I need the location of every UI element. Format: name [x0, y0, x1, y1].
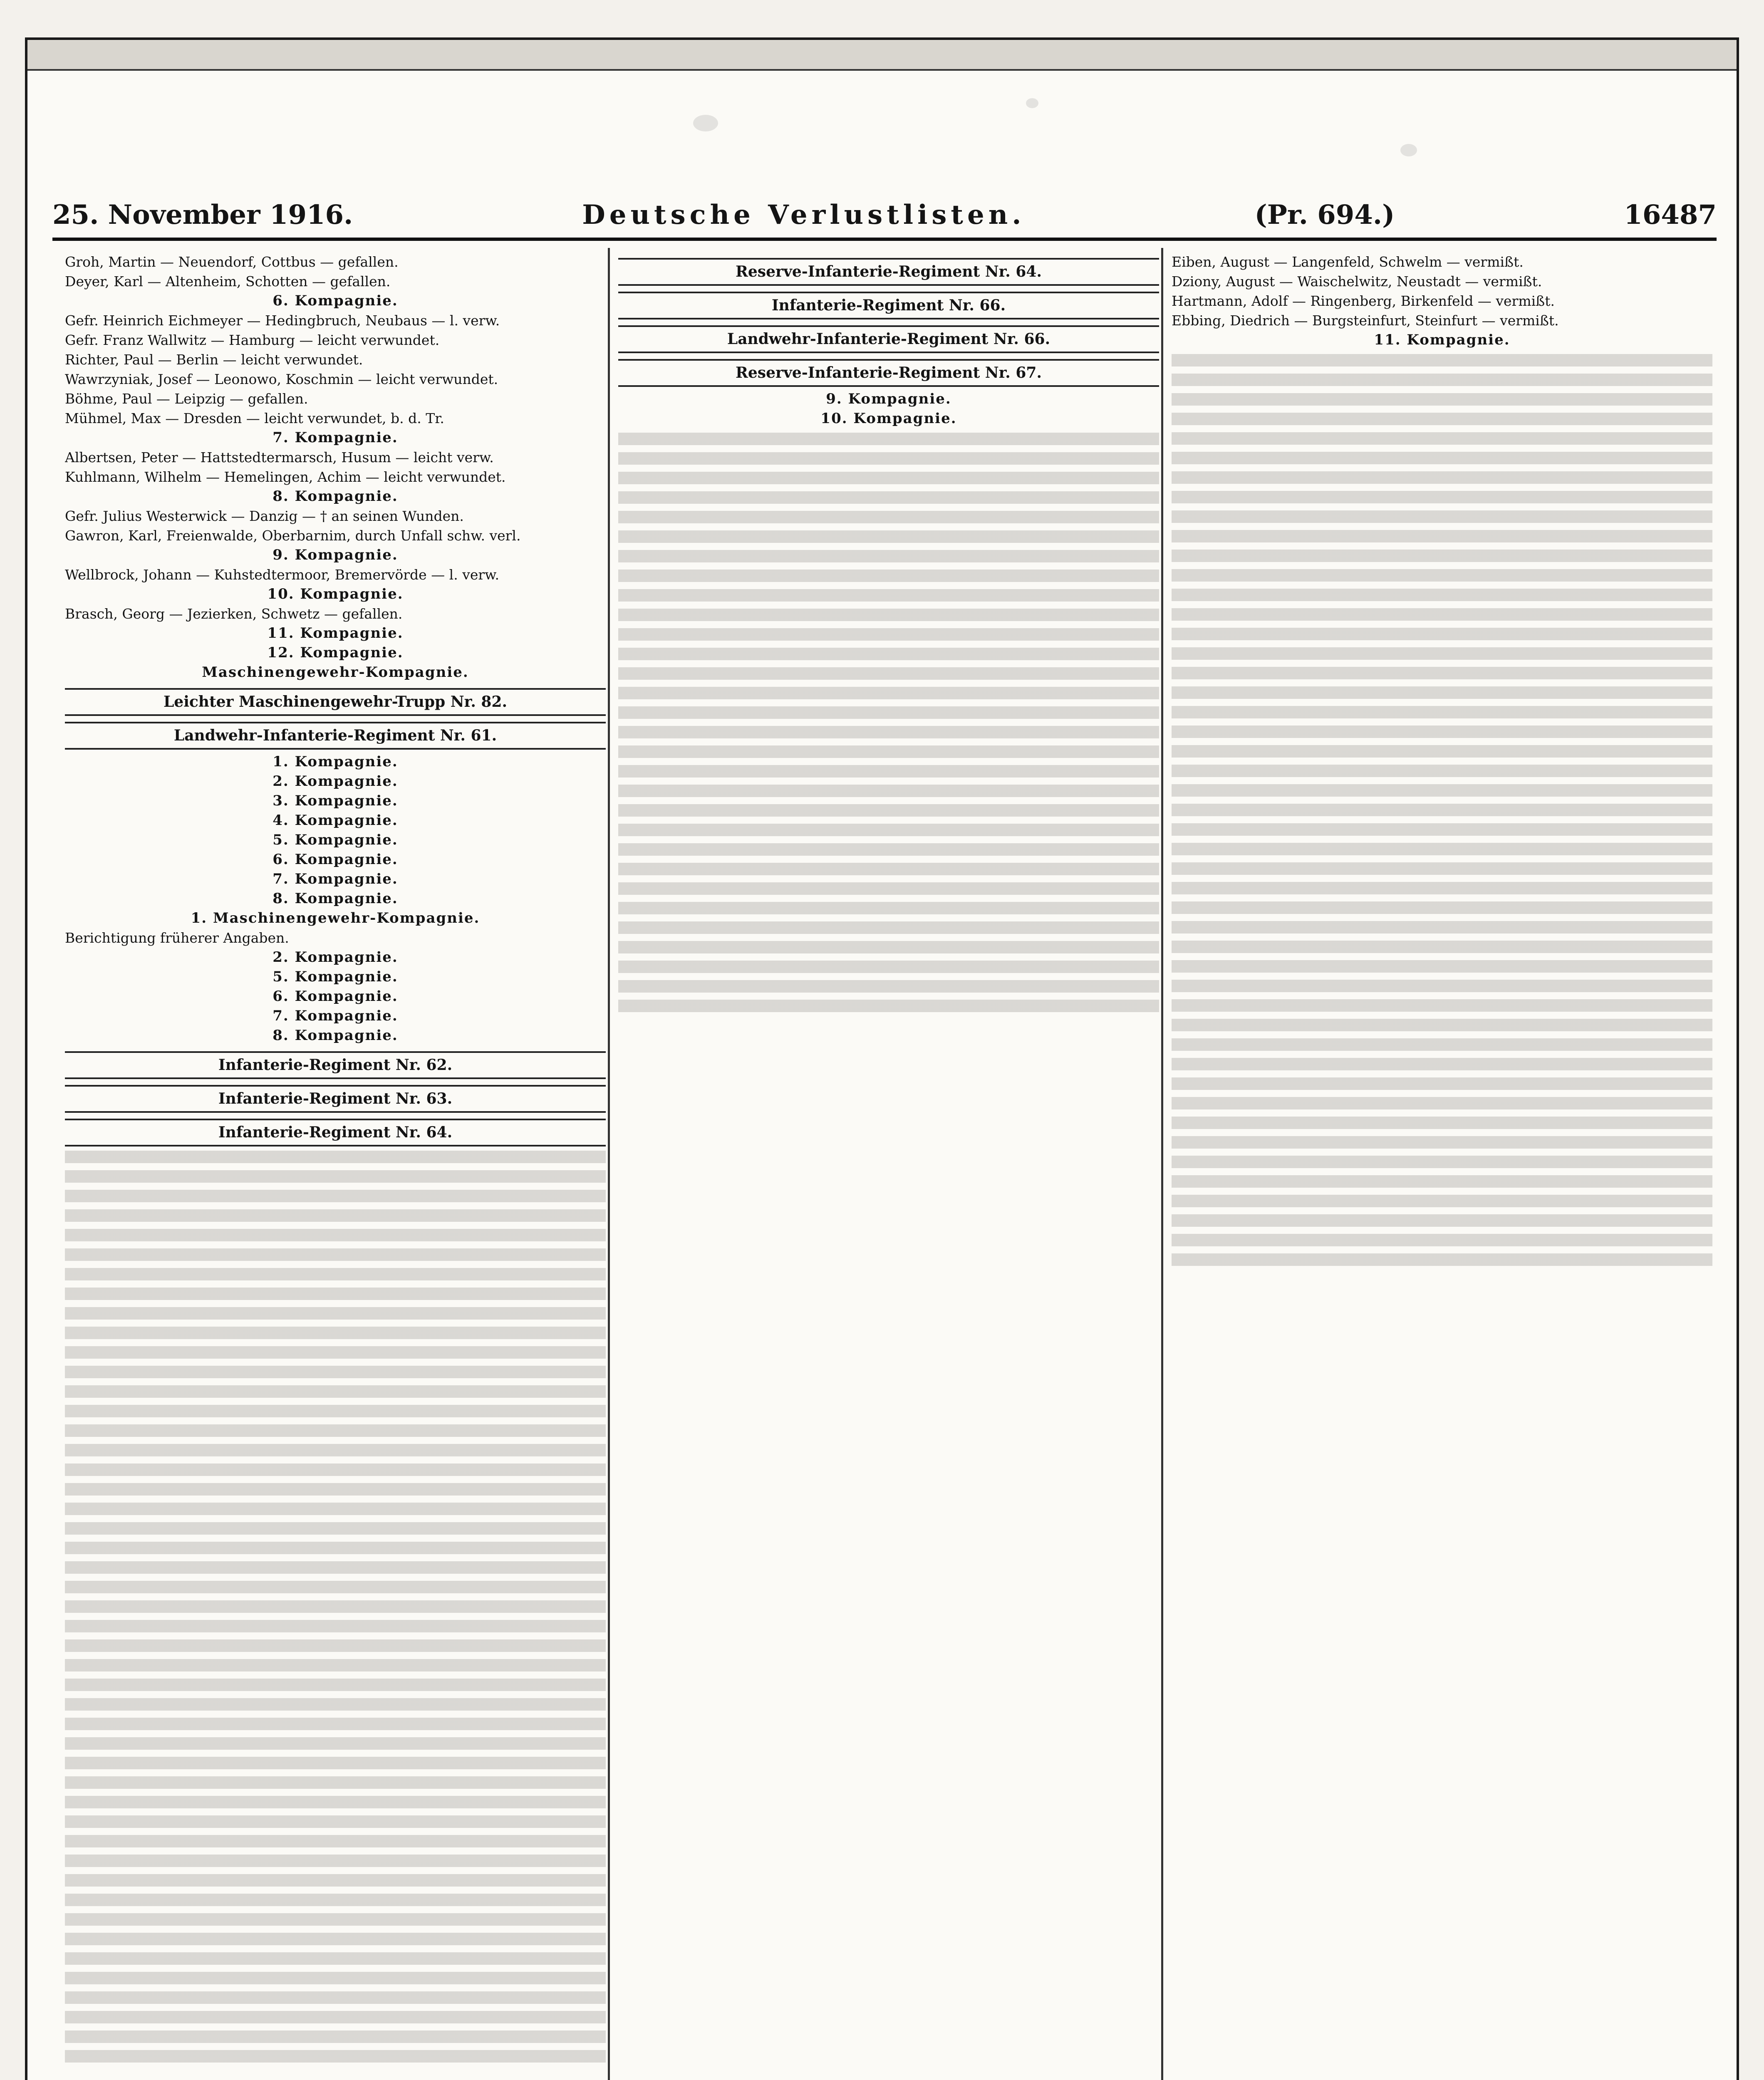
company-heading: 7. Kompagnie.	[273, 1008, 398, 1024]
casualty-entry: Groh, Martin — Neuendorf, Cottbus — gefallen.	[65, 254, 399, 270]
company-heading: 9. Kompagnie.	[826, 391, 951, 407]
regiment-heading: Reserve-Infanterie-Regiment Nr. 64.	[618, 258, 1159, 286]
company-heading: Maschinengewehr-Kompagnie.	[202, 664, 469, 681]
scan-speck	[1400, 144, 1417, 156]
issue-date: 25. November 1916.	[52, 199, 353, 230]
casualty-entry: Deyer, Karl — Altenheim, Schotten — gefallen.	[65, 273, 391, 290]
company-heading: 1. Kompagnie.	[273, 753, 398, 770]
regiment-heading: Leichter Maschinengewehr-Trupp Nr. 82.	[65, 688, 606, 716]
company-heading: 7. Kompagnie.	[273, 429, 398, 446]
column-2	[618, 252, 1159, 2080]
scan-speck	[693, 115, 718, 131]
casualty-entry: Eiben, August — Langenfeld, Schwelm — vermißt.	[1172, 254, 1524, 270]
casualty-entry: Berichtigung früherer Angaben.	[65, 930, 289, 946]
issue-number: (Pr. 694.)	[1254, 199, 1395, 230]
regiment-heading: Infanterie-Regiment Nr. 66.	[618, 292, 1159, 319]
column-3	[1172, 252, 1712, 2080]
casualty-entry: Dziony, August — Waischelwitz, Neustadt — vermißt.	[1172, 273, 1542, 290]
company-heading: 9. Kompagnie.	[273, 547, 398, 563]
casualty-entry: Gefr. Franz Wallwitz — Hamburg — leicht verwundet.	[65, 332, 440, 348]
regiment-heading: Reserve-Infanterie-Regiment Nr. 67.	[618, 359, 1159, 387]
company-heading: 4. Kompagnie.	[273, 812, 398, 829]
running-header	[52, 198, 1717, 231]
company-heading: 12. Kompagnie.	[267, 644, 404, 661]
company-heading: 11. Kompagnie.	[1374, 332, 1510, 348]
company-heading: 6. Kompagnie.	[273, 292, 398, 309]
company-heading: 5. Kompagnie.	[273, 832, 398, 848]
company-heading: 10. Kompagnie.	[267, 586, 404, 602]
regiment-heading: Landwehr-Infanterie-Regiment Nr. 61.	[65, 722, 606, 750]
company-heading: 8. Kompagnie.	[273, 488, 398, 505]
casualty-entry: Gefr. Julius Westerwick — Danzig — † an seinen Wunden.	[65, 508, 464, 524]
company-heading: 2. Kompagnie.	[273, 949, 398, 966]
company-heading: 3. Kompagnie.	[273, 792, 398, 809]
company-heading: 8. Kompagnie.	[273, 1027, 398, 1044]
casualty-entry: Wawrzyniak, Josef — Leonowo, Koschmin — leicht verwundet.	[65, 371, 498, 387]
scan-border	[27, 40, 1737, 71]
page-number: 16487	[1624, 199, 1717, 230]
casualty-entry: Richter, Paul — Berlin — leicht verwundet.	[65, 352, 363, 368]
company-heading: 1. Maschinengewehr-Kompagnie.	[191, 910, 480, 926]
column-divider	[608, 248, 610, 2080]
publication-title: Deutsche Verlustlisten.	[582, 199, 1026, 230]
company-heading: 8. Kompagnie.	[273, 890, 398, 907]
casualty-entry: Kuhlmann, Wilhelm — Hemelingen, Achim — leicht verwundet.	[65, 469, 506, 485]
illegible-text-lines	[1172, 354, 1712, 1269]
illegible-text-lines	[65, 1151, 606, 2066]
column-1	[65, 252, 606, 2080]
regiment-heading: Landwehr-Infanterie-Regiment Nr. 66.	[618, 325, 1159, 353]
casualty-entry: Mühmel, Max — Dresden — leicht verwundet, b. d. Tr.	[65, 410, 444, 426]
column-divider	[1161, 248, 1163, 2080]
casualty-entry: Brasch, Georg — Jezierken, Schwetz — gefallen.	[65, 606, 403, 622]
company-heading: 11. Kompagnie.	[267, 625, 404, 641]
regiment-heading: Infanterie-Regiment Nr. 63.	[65, 1085, 606, 1113]
casualty-entry: Albertsen, Peter — Hattstedtermarsch, Husum — leicht verw.	[65, 449, 494, 466]
company-heading: 6. Kompagnie.	[273, 988, 398, 1005]
casualty-entry: Gefr. Heinrich Eichmeyer — Hedingbruch, Neubaus — l. verw.	[65, 312, 500, 329]
casualty-entry: Ebbing, Diedrich — Burgsteinfurt, Steinfurt — vermißt.	[1172, 312, 1559, 329]
company-heading: 2. Kompagnie.	[273, 773, 398, 790]
company-heading: 7. Kompagnie.	[273, 871, 398, 887]
newspaper-page	[25, 37, 1739, 2080]
casualty-entry: Hartmann, Adolf — Ringenberg, Birkenfeld — vermißt.	[1172, 293, 1555, 309]
company-heading: 6. Kompagnie.	[273, 851, 398, 868]
company-heading: 10. Kompagnie.	[820, 410, 957, 427]
header-rule	[52, 238, 1717, 241]
regiment-heading: Infanterie-Regiment Nr. 62.	[65, 1051, 606, 1079]
casualty-entry: Wellbrock, Johann — Kuhstedtermoor, Bremervörde — l. verw.	[65, 567, 499, 583]
regiment-heading: Infanterie-Regiment Nr. 64.	[65, 1119, 606, 1146]
casualty-entry: Böhme, Paul — Leipzig — gefallen.	[65, 391, 308, 407]
casualty-entry: Gawron, Karl, Freienwalde, Oberbarnim, durch Unfall schw. verl.	[65, 527, 521, 544]
scan-speck	[1026, 98, 1038, 108]
illegible-text-lines	[618, 433, 1159, 1015]
company-heading: 5. Kompagnie.	[273, 968, 398, 985]
